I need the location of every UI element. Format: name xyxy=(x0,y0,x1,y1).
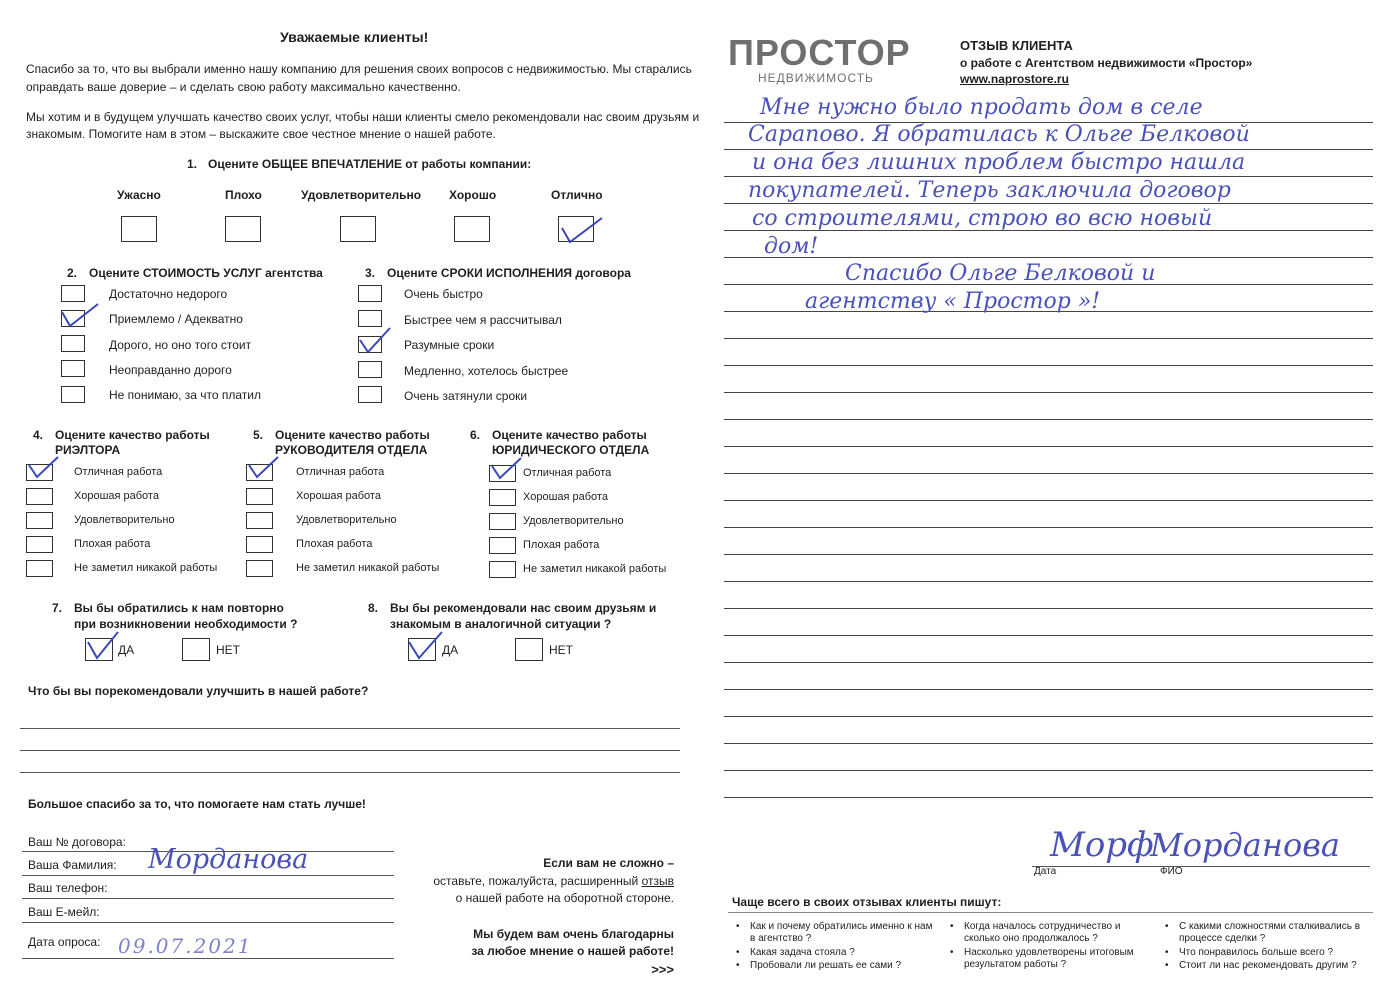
q4-option-4: Плохая работа xyxy=(74,538,151,550)
q7-checkbox-yes[interactable] xyxy=(85,638,113,661)
review-writing-line[interactable] xyxy=(724,203,1373,204)
review-header-title: ОТЗЫВ КЛИЕНТА xyxy=(960,38,1073,53)
q8-checkbox-no[interactable] xyxy=(515,638,543,661)
improve-line-2[interactable] xyxy=(20,750,680,751)
review-writing-line[interactable] xyxy=(724,743,1373,744)
signature-handwritten: Морф xyxy=(1050,825,1154,865)
tip-col3-item-1: • С какими сложностями сталкивались в процессе сделки ? xyxy=(1179,921,1364,945)
q6-number: 6. xyxy=(470,428,481,442)
review-writing-line[interactable] xyxy=(724,635,1373,636)
q2-option-3: Дорого, но оно того стоит xyxy=(109,338,252,352)
q4-number: 4. xyxy=(33,428,44,442)
review-line-7: Спасибо Ольге Белковой и xyxy=(845,261,1156,286)
tip-col2-item-2: • Насколько удовлетворены итоговым результатом работы ? xyxy=(964,947,1149,971)
q3-number: 3. xyxy=(365,266,376,280)
q4-option-1: Отличная работа xyxy=(74,466,163,478)
aside-line-3: о нашей работе на оборотной стороне. xyxy=(455,891,674,905)
review-line-3: и она без лишних проблем быстро нашла xyxy=(752,150,1246,175)
fio-caption: ФИО xyxy=(1160,866,1183,877)
review-writing-line[interactable] xyxy=(724,554,1373,555)
q2-option-5: Не понимаю, за что платил xyxy=(109,388,262,402)
logo-sub-text: НЕДВИЖИМОСТЬ xyxy=(758,71,874,85)
review-writing-line[interactable] xyxy=(724,392,1373,393)
aside-line-2-text: оставьте, пожалуйста, расширенный xyxy=(433,874,642,888)
review-writing-line[interactable] xyxy=(724,419,1373,420)
q5-checkbox-5[interactable] xyxy=(246,560,273,577)
q7-yes-label: ДА xyxy=(118,643,135,657)
q6-checkbox-2[interactable] xyxy=(489,489,516,506)
q2-checkbox-4[interactable] xyxy=(61,360,85,377)
q3-option-5: Очень затянули сроки xyxy=(404,389,528,403)
aside-line-4: Мы будем вам очень благодарны xyxy=(473,927,674,941)
q6-checkbox-5[interactable] xyxy=(489,561,516,578)
q1-checkbox-satisfactory[interactable] xyxy=(340,216,376,242)
q3-option-1: Очень быстро xyxy=(404,287,483,301)
phone-label: Ваш телефон: xyxy=(28,881,108,895)
q1-checkbox-good[interactable] xyxy=(454,216,490,242)
tip-col1-item-1: • Как и почему обратились именно к нам в агентство ? xyxy=(750,921,935,945)
q2-number: 2. xyxy=(67,266,78,280)
intro-paragraph-1-line-2: оправдать ваше доверие – и сделать свою работу максимально качественно. xyxy=(26,80,461,94)
improve-question: Что бы вы порекомендовали улучшить в нашей работе? xyxy=(28,684,369,698)
q3-option-4: Медленно, хотелось быстрее xyxy=(404,364,569,378)
q6-title-line-2: ЮРИДИЧЕСКОГО ОТДЕЛА xyxy=(492,443,650,457)
q6-title-line-1: Оцените качество работы xyxy=(492,428,647,442)
thanks-text: Большое спасибо за то, что помогаете нам стать лучше! xyxy=(28,797,366,811)
q4-checkbox-4[interactable] xyxy=(26,536,53,553)
q4-option-5: Не заметил никакой работы xyxy=(74,562,218,574)
q6-option-2: Хорошая работа xyxy=(523,491,608,503)
date-label: Дата опроса: xyxy=(28,935,101,949)
q4-checkbox-5[interactable] xyxy=(26,560,53,577)
q1-option-label-excellent: Отлично xyxy=(551,188,603,202)
q6-option-3: Удовлетворительно xyxy=(523,515,624,527)
q5-option-3: Удовлетворительно xyxy=(296,514,397,526)
intro-paragraph-2-line-1: Мы хотим и в будущем улучшать качество своих услуг, чтобы наши клиенты смело рекомендовали нас своим друзьям и xyxy=(26,110,700,124)
review-writing-line[interactable] xyxy=(724,716,1373,717)
q1-title: Оцените ОБЩЕЕ ВПЕЧАТЛЕНИЕ от работы компании: xyxy=(208,157,532,171)
tips-divider xyxy=(728,912,1373,913)
q2-checkbox-1[interactable] xyxy=(61,285,85,302)
improve-line-3[interactable] xyxy=(20,772,680,773)
q3-checkbox-2[interactable] xyxy=(358,310,382,327)
review-writing-line[interactable] xyxy=(724,608,1373,609)
q1-option-label-good: Хорошо xyxy=(449,188,497,202)
logo-main-text: ПРОСТОР xyxy=(728,32,911,73)
review-writing-line[interactable] xyxy=(724,257,1373,258)
aside-review-link[interactable]: отзыв xyxy=(641,874,674,888)
q4-checkbox-2[interactable] xyxy=(26,488,53,505)
q6-checkbox-4[interactable] xyxy=(489,537,516,554)
q5-option-2: Хорошая работа xyxy=(296,490,381,502)
q2-option-4: Неоправданно дорого xyxy=(109,363,232,377)
surname-label: Ваша Фамилия: xyxy=(28,858,117,872)
q5-checkbox-2[interactable] xyxy=(246,488,273,505)
phone-line[interactable] xyxy=(22,898,394,899)
review-writing-line[interactable] xyxy=(724,662,1373,663)
q3-checkbox-5[interactable] xyxy=(358,386,382,403)
q3-option-3: Разумные сроки xyxy=(404,338,495,352)
signature-line[interactable] xyxy=(1032,866,1370,867)
q3-checkbox-3[interactable] xyxy=(358,336,382,353)
q2-option-1: Достаточно недорого xyxy=(109,287,228,301)
intro-paragraph-1-line-1: Спасибо за то, что вы выбрали именно нашу компанию для решения своих вопросов с недвижимостью. Мы старались xyxy=(26,62,692,76)
q3-checkbox-4[interactable] xyxy=(358,361,382,378)
intro-paragraph-2-line-2: знакомым. Помогите нам в этом – выскажите свое честное мнение о нашей работе. xyxy=(26,127,496,141)
review-header-subtitle: о работе с Агентством недвижимости «Простор» xyxy=(960,56,1253,70)
q4-checkbox-3[interactable] xyxy=(26,512,53,529)
review-writing-line[interactable] xyxy=(724,797,1373,798)
q7-number: 7. xyxy=(52,601,63,615)
prostor-logo xyxy=(728,32,911,85)
q5-option-4: Плохая работа xyxy=(296,538,373,550)
date-caption: Дата xyxy=(1034,866,1057,877)
q2-checkbox-2[interactable] xyxy=(61,310,85,327)
q5-number: 5. xyxy=(253,428,264,442)
improve-line-1[interactable] xyxy=(20,728,680,729)
q3-option-2: Быстрее чем я рассчитывал xyxy=(404,313,562,327)
q6-checkbox-3[interactable] xyxy=(489,513,516,530)
q6-checkbox-1[interactable] xyxy=(489,465,516,482)
aside-line-5: за любое мнение о нашей работе! xyxy=(471,944,674,958)
q1-option-label-terrible: Ужасно xyxy=(117,188,161,202)
q8-no-label: НЕТ xyxy=(549,643,573,657)
review-line-8: агентству « Простор »! xyxy=(805,289,1101,314)
q8-number: 8. xyxy=(368,601,379,615)
q2-checkbox-3[interactable] xyxy=(61,335,85,352)
q4-option-3: Удовлетворительно xyxy=(74,514,175,526)
email-line[interactable] xyxy=(22,922,394,923)
q1-option-label-bad: Плохо xyxy=(225,188,262,202)
q6-option-5: Не заметил никакой работы xyxy=(523,563,667,575)
q4-title-line-1: Оцените качество работы xyxy=(55,428,210,442)
review-line-6: дом! xyxy=(764,234,819,259)
review-writing-line[interactable] xyxy=(724,446,1373,447)
tip-col3-item-3: • Стоит ли нас рекомендовать другим ? xyxy=(1179,960,1364,972)
email-label: Ваш Е-мейл: xyxy=(28,905,100,919)
review-writing-line[interactable] xyxy=(724,473,1373,474)
q7-checkbox-no[interactable] xyxy=(182,638,210,661)
q8-title-line-2: знакомым в аналогичной ситуации ? xyxy=(390,617,612,631)
aside-arrows: >>> xyxy=(651,962,674,977)
q5-title-line-2: РУКОВОДИТЕЛЯ ОТДЕЛА xyxy=(275,443,428,457)
review-line-5: со строителями, строю во всю новый xyxy=(752,206,1213,231)
fio-handwritten: Морданова xyxy=(1150,826,1340,864)
review-header-url[interactable]: www.naprostore.ru xyxy=(960,72,1069,86)
surname-handwritten: Морданова xyxy=(148,844,309,875)
q7-no-label: НЕТ xyxy=(216,643,240,657)
q1-option-label-satisfactory: Удовлетворительно xyxy=(301,188,422,202)
q5-checkbox-3[interactable] xyxy=(246,512,273,529)
tip-col1-item-3: • Пробовали ли решать ее сами ? xyxy=(750,960,935,972)
review-line-4: покупателей. Теперь заключила договор xyxy=(748,178,1231,203)
tip-col1-item-2: • Какая задача стояла ? xyxy=(750,947,935,959)
review-writing-line[interactable] xyxy=(724,581,1373,582)
tip-col3-item-2: • Что понравилось больше всего ? xyxy=(1179,947,1364,959)
q4-option-2: Хорошая работа xyxy=(74,490,159,502)
q4-title-line-2: РИЭЛТОРА xyxy=(55,443,121,457)
q7-title-line-2: при возникновении необходимости ? xyxy=(74,617,298,631)
q8-checkbox-yes[interactable] xyxy=(408,638,436,661)
date-line[interactable] xyxy=(22,958,394,959)
aside-line-2 xyxy=(433,874,674,888)
q1-checkbox-excellent[interactable] xyxy=(558,216,594,242)
q8-yes-label: ДА xyxy=(442,643,459,657)
q5-checkbox-4[interactable] xyxy=(246,536,273,553)
q6-option-4: Плохая работа xyxy=(523,539,600,551)
q5-title-line-1: Оцените качество работы xyxy=(275,428,430,442)
contract-label: Ваш № договора: xyxy=(28,835,126,849)
q2-option-2: Приемлемо / Адекватно xyxy=(109,312,243,326)
review-writing-line[interactable] xyxy=(724,338,1373,339)
q3-title: Оцените СРОКИ ИСПОЛНЕНИЯ договора xyxy=(387,266,631,280)
aside-line-1: Если вам не сложно – xyxy=(543,856,674,870)
left-heading: Уважаемые клиенты! xyxy=(280,29,429,45)
date-handwritten: 09.07.2021 xyxy=(118,934,253,958)
review-writing-line[interactable] xyxy=(724,689,1373,690)
q5-option-5: Не заметил никакой работы xyxy=(296,562,440,574)
q5-option-1: Отличная работа xyxy=(296,466,385,478)
review-writing-line[interactable] xyxy=(724,527,1373,528)
q3-checkbox-1[interactable] xyxy=(358,285,382,302)
q1-checkbox-bad[interactable] xyxy=(225,216,261,242)
q1-number: 1. xyxy=(187,157,198,171)
q6-option-1: Отличная работа xyxy=(523,467,612,479)
q1-checkbox-terrible[interactable] xyxy=(121,216,157,242)
review-writing-line[interactable] xyxy=(724,176,1373,177)
review-writing-line[interactable] xyxy=(724,365,1373,366)
tips-title: Чаще всего в своих отзывах клиенты пишут: xyxy=(732,895,1002,909)
q8-title-line-1: Вы бы рекомендовали нас своим друзьям и xyxy=(390,601,657,615)
q5-checkbox-1[interactable] xyxy=(246,464,273,481)
review-line-2: Сарапово. Я обратилась к Ольге Белковой xyxy=(748,122,1250,147)
q2-title: Оцените СТОИМОСТЬ УСЛУГ агентства xyxy=(89,266,323,280)
surname-line[interactable] xyxy=(22,875,394,876)
review-line-1: Мне нужно было продать дом в селе xyxy=(760,95,1203,120)
tip-col2-item-1: • Когда началось сотрудничество и сколько оно продолжалось ? xyxy=(964,921,1149,945)
review-writing-line[interactable] xyxy=(724,500,1373,501)
review-writing-line[interactable] xyxy=(724,770,1373,771)
q7-title-line-1: Вы бы обратились к нам повторно xyxy=(74,601,284,615)
q4-checkbox-1[interactable] xyxy=(26,464,53,481)
q2-checkbox-5[interactable] xyxy=(61,386,85,403)
